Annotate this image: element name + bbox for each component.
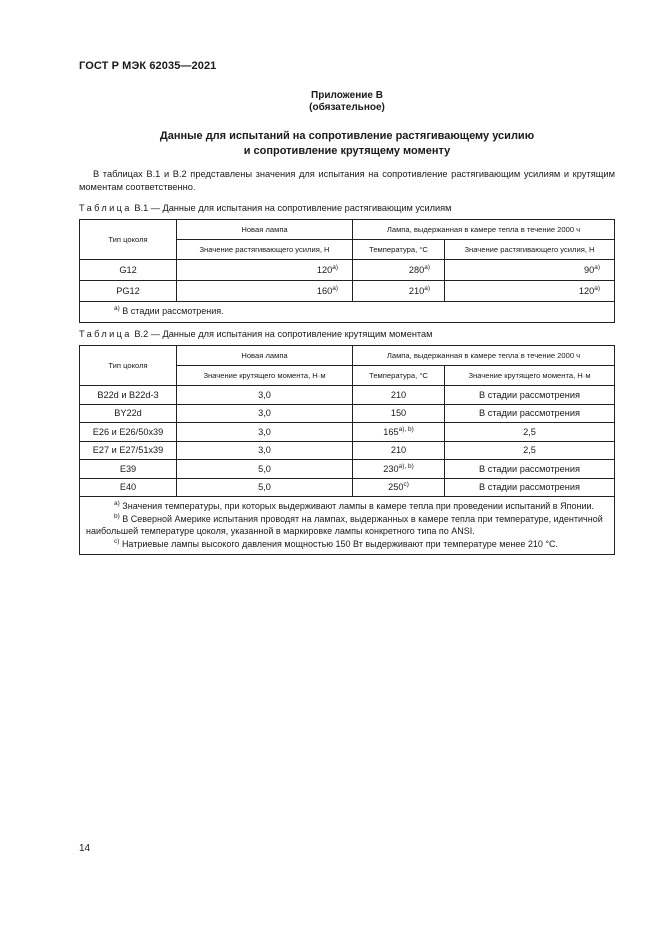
page-number: 14 xyxy=(79,843,91,854)
cell-aged: $90^{а)}$ xyxy=(445,260,615,281)
cell-base: E26 и E26/50x39 xyxy=(80,423,177,442)
table1-header-aged: Лампа, выдержанная в камере тепла в течение 2000 ч xyxy=(353,220,615,240)
cell-aged: 2,5 xyxy=(445,441,615,460)
cell-base: PG12 xyxy=(80,281,177,302)
table-row xyxy=(80,260,615,281)
cell-new: 3,0 xyxy=(177,423,353,442)
section-title-line2: и сопротивление крутящему моменту xyxy=(243,144,451,157)
table1-header-base: Тип цоколя xyxy=(80,220,177,260)
intro-paragraph: В таблицах В.1 и В.2 представлены значения для испытания на сопротивление растягивающим усилиям и крутящим моментам соответственно. xyxy=(79,169,615,192)
cell-new: 3,0 xyxy=(177,404,353,423)
table2-header-aged-torque: Значение крутящего момента, Н·м xyxy=(445,366,615,386)
table1-caption-word: Таблица xyxy=(79,203,132,213)
appendix-status: (обязательное) xyxy=(309,102,385,113)
cell-aged: $120^{а)}$ xyxy=(445,281,615,302)
cell-aged: В стадии рассмотрения xyxy=(445,404,615,423)
cell-temp: 150 xyxy=(353,404,445,423)
cell-temp: 210 xyxy=(353,441,445,460)
cell-base: BY22d xyxy=(80,404,177,423)
cell-aged: В стадии рассмотрения xyxy=(445,478,615,497)
cell-new: 5,0 xyxy=(177,460,353,479)
table1-header-aged-force: Значение растягивающего усилия, Н xyxy=(445,240,615,260)
cell-base: E39 xyxy=(80,460,177,479)
table-row xyxy=(80,423,615,442)
cell-new: $160^{а)}$ xyxy=(177,281,353,302)
document-code: ГОСТ Р МЭК 62035—2021 xyxy=(79,60,217,72)
cell-base: E40 xyxy=(80,478,177,497)
cell-temp: $165^{а), b)}$ xyxy=(353,423,445,442)
table1-header-new: Новая лампа xyxy=(177,220,353,240)
table1-caption xyxy=(79,203,451,213)
section-title-line1: Данные для испытаний на сопротивление растягивающему усилию xyxy=(159,130,535,142)
footnote: $^{с)}$ Натриевые лампы высокого давления мощностью 150 Вт выдерживают при температуре менее 210 °С. xyxy=(114,537,559,549)
appendix-title: Приложение В xyxy=(311,90,383,101)
cell-aged: В стадии рассмотрения xyxy=(445,386,615,405)
section-title xyxy=(79,129,615,158)
appendix-heading xyxy=(79,90,615,114)
cell-base: B22d и B22d-3 xyxy=(80,386,177,405)
table2-footnotes xyxy=(80,497,615,555)
table2-header-new-torque: Значение крутящего момента, Н·м xyxy=(177,366,353,386)
table-row xyxy=(80,441,615,460)
cell-new: 5,0 xyxy=(177,478,353,497)
table2-caption xyxy=(79,329,432,339)
cell-aged: 2,5 xyxy=(445,423,615,442)
cell-base: G12 xyxy=(80,260,177,281)
footnote: $^{b)}$ В Северной Америке испытания проводят на лампах, выдержанных в камере тепла при температуре, идентичной наибольшей температуре цоколя, указанной в маркировке лампы конкретного типа по ANSI. xyxy=(86,512,603,537)
table2-header-temp: Температура, °С xyxy=(353,366,445,386)
table2-caption-word: Таблица xyxy=(79,329,132,339)
table-row xyxy=(80,281,615,302)
cell-aged: В стадии рассмотрения xyxy=(445,460,615,479)
table-row xyxy=(80,478,615,497)
cell-temp: 210 xyxy=(353,386,445,405)
cell-new: 3,0 xyxy=(177,441,353,460)
footnote: $^{а)}$ Значения температуры, при которых выдерживают лампы в камере тепла при проведении испытаний в Японии. xyxy=(114,500,594,511)
cell-new: 3,0 xyxy=(177,386,353,405)
cell-base: E27 и E27/51x39 xyxy=(80,441,177,460)
table2-header-aged: Лампа, выдержанная в камере тепла в течение 2000 ч xyxy=(353,346,615,366)
table1 xyxy=(79,219,615,323)
table-row xyxy=(80,386,615,405)
table1-caption-text: В.1 — Данные для испытания на сопротивление растягивающим усилиям xyxy=(134,203,452,213)
table2-header-new: Новая лампа xyxy=(177,346,353,366)
table2-header-base: Тип цоколя xyxy=(80,346,177,386)
table-row xyxy=(80,460,615,479)
cell-temp: $280^{а)}$ xyxy=(353,260,445,281)
cell-temp: $230^{а), b)}$ xyxy=(353,460,445,479)
table2 xyxy=(79,345,615,555)
table2-caption-text: В.2 — Данные для испытания на сопротивление крутящим моментам xyxy=(134,329,433,339)
table1-header-new-force: Значение растягивающего усилия, Н xyxy=(177,240,353,260)
table1-header-temp: Температура, °С xyxy=(353,240,445,260)
cell-temp: $210^{а)}$ xyxy=(353,281,445,302)
table-row xyxy=(80,404,615,423)
cell-temp: $250^{с)}$ xyxy=(353,478,445,497)
table1-footnote: $^{а)}$ В стадии рассмотрения. xyxy=(80,302,615,323)
cell-new: $120^{а)}$ xyxy=(177,260,353,281)
